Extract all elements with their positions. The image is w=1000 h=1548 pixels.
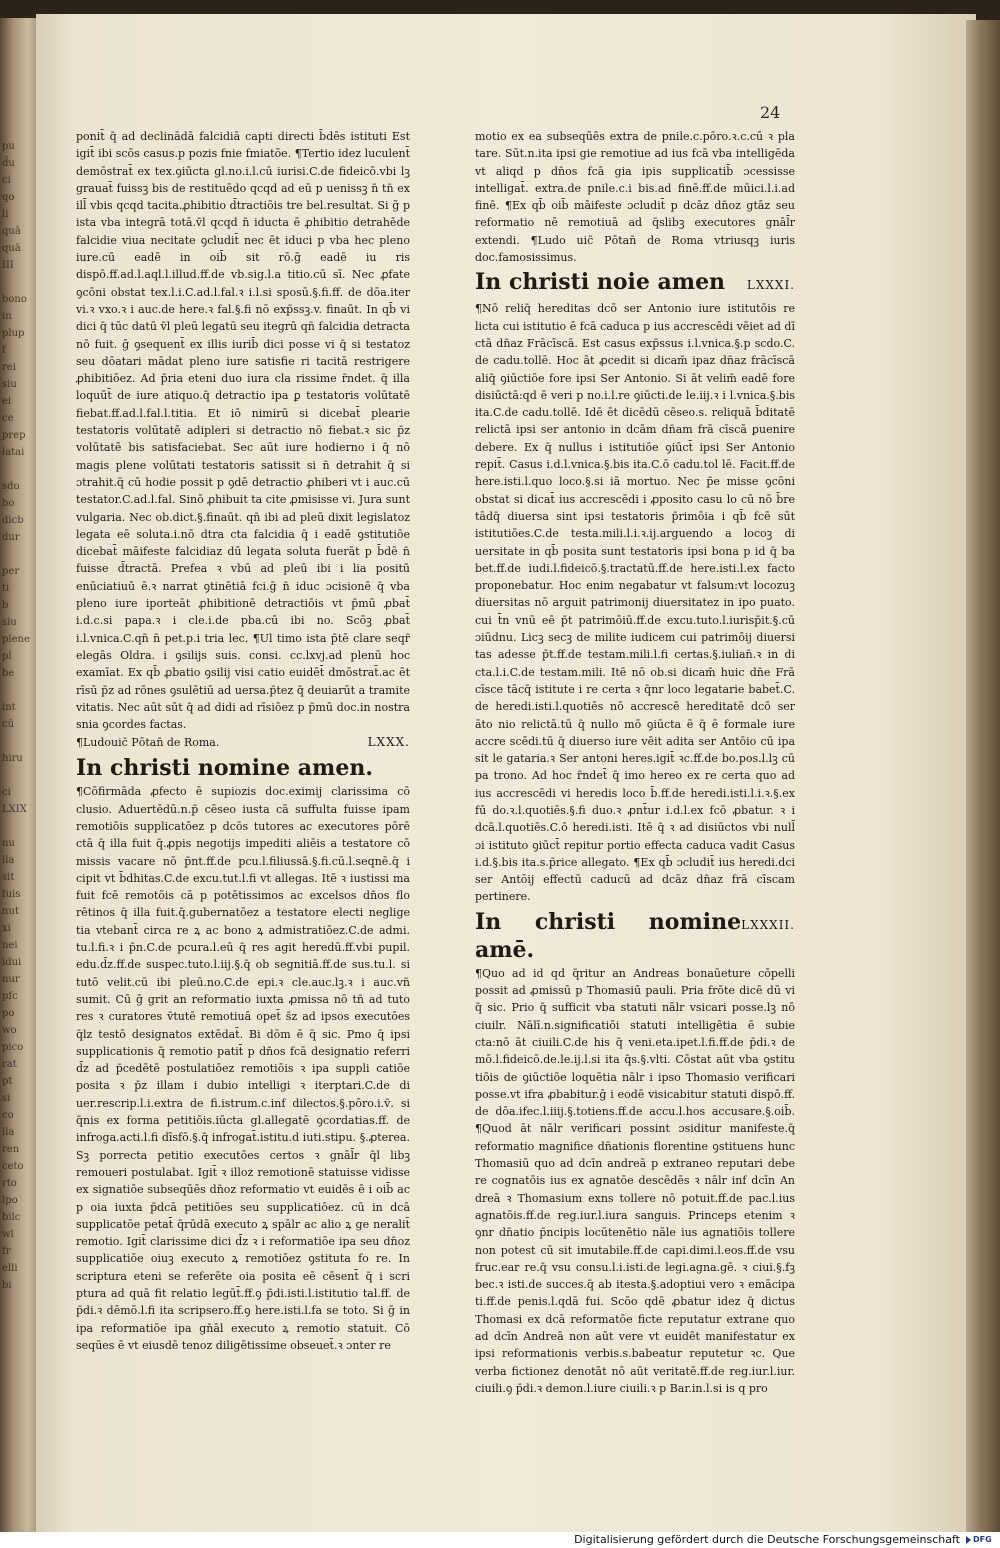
dfg-logo-text: DFG [973,1535,992,1544]
heading-text: In christi nomine amen. [76,755,373,782]
heading-text: In christi nomine amē. [475,908,742,963]
consilium-heading-lxxxi [475,268,795,299]
dfg-logo [966,1533,994,1546]
consilium-text-1: ponit̄ q̄ ad declinādā falcidiā capti directi b̄dēs istituti Est igit̄ ibi scōs casus.p pozis fnie fmiatōe. ¶Tertio idez luculent̄ demōstrat̄ ex tex.ꝯiūcta gl.no.i.l.cū iurisi.C.de fideicō.vbi lꝫ grauat̄ fuissꝫ bis de restituēdo qcqd ad eū p uenissꝫ n̄ tn̄ ex ill̄ vbis qcqd tacita.ꝓhibitio d̄tractiōis tre bel.resultat. Si g̃ p ista vba integrā totā.v̄l qcqd n̄ iducta ē ꝓhibitio detrahēde falcidie viua necitate ꝯcludit̄ nec ēt iduci p vba hec pleno iure.cū eadē in oib̄ sit rō.ḡ eadē iu ris dispō.ff.ad.l.aql.l.illud.ff.de vb.sig.l.a titio.cū sī. Nec ꝓfate ꝯcōni obstat tex.l.i.C.ad.l.fal.ꝛ i.l.si sposū.§.fi.ff. de dōa.iter vi.ꝛ vxo.ꝛ i auc.de here.ꝛ fal.§.fi nō exp̄ssꝫ.v. finaūt. In qb̄ vi dici q̄ tūc datū v̄l pleū legatū seu itegrū qn̄ falcidia detracta nō fuit. ḡ ꝯsequent̄ ex illis iurib̄ dici posse vi q̄ si testatoz seu dōatari mādat pleno iure satisfie ri tacitā restrigere ꝓhibitiōez. Ad p̄ria eteni duo iura cla rissime r̄ndet. q̄ illa loquūt̄ de iure atiquo.q̄ detractio ipa ꝑ testatoris volūtatē fiebat.ff.ad.l.fal.l.titia. Et iō nimirū si dicebat̄ plearie testatoris volūtatē adipleri si detractio nō fiebat.ꝛ sic p̄z volūtatē bis satisfaciebat. Sec aūt iure hodierno i q̄ nō magis plene volūtati testatoris satissit si n̄ detrahit q̄ si ɔtrahit.q̄ cū hodie possit p ꝯdē detractio ꝓhiberi vt i auc.cū testator.C.ad.l.fal. Sinō ꝓhibuit ta cite ꝓmisisse vi. Jura sunt vulgaria. Nec ob.dict.§.finaūt. qn̄ ibi ad pleū dixit legislatoz legata eē soluta.i.nō dtra cta falcidia q̄ i eadē ꝯstitutiōe dicebat̄ māifeste falcidiaz dū legata soluta fuerāt p b̄dē n̄ fuisse d̄tractā. Prefea ꝛ vbū ad pleū ibi i lia positū enūciatiuū ē.ꝛ narrat ꝯtinētiā fci.ḡ n̄ iduc ɔcisionē q̄ vba pleno iure iporteāt ꝓhibitionē detractiōis vt p̄mū ꝓbat̄ i.d.c.si papa.ꝛ i cle.i.de pba.cū ibi no. Scōꝫ ꝓbat̄ i.l.vnica.C.qn̄ n̄ pet.p.i tria lec. ¶Ul timo ista p̄tē clare seqr̄ elegās Oldra. i ꝯsilijs suis. consi. cc.lxvj.ad plenū hoc examīat. Ex qb̄ ꝓbatio ꝯsilij visi catio euidēt̄ dmōstrat̄.ac ēt rīsū p̄z ad rōnes ꝯsulētiū ad uersa.p̄tez q̄ deuiarūt a tramite vitatis. Nec aūt sūt q̄ ad didi ad rīsiōez p p̄mū doc.in nostra snia ꝯcordes factas. [76,130,410,732]
consilium-heading [76,754,410,782]
consilium-text-3: motio ex ea subseqūēs extra de pnile.c.pōro.ꝛ.c.cū ꝛ pla tare. Sūt.n.ita ipsi gie remotiue ad ius fcā vba intelligēda vt aliqd p dn̄os fcā gia ipis supplicatib̄ ɔcessisse intelligat̄. extra.de pnile.c.i bis.ad finē.ff.de mūici.l.i.ad finē. ¶Ex qb̄ oib̄ māifeste ɔcludit̄ p dcāz dn̄oz gtāz seu reformatio nē remotiuā ad q̄slibꝫ executores gnāl̄r extendi. ¶Ludo uic̄ Pōtan̄ de Roma vtriusqꝫ iuris doc.famosissimus. [475,130,795,265]
consilium-number-lxxxi: LXXXI. [746,278,795,293]
left-page-fragment-text: pu d̄u ci qo li quā quā III bono in plup f rei siu ei ce prep latai sdo bo dicb dur per ti b siu plene pl be int cū hiru ci LXIX nu lla sit fuis nut xi nei idui nur pfc po wo pico rat pt si co lla ren ceto rto lpo bilc wi fr elli bi [2,141,30,1291]
heading-text: In christi noie amen [475,269,726,296]
page-number: 24 [760,103,781,122]
consilium-text-5: ¶Quo ad id qd q̄ritur an Andreas bonaūeture cōpelli possit ad ꝓmissū p Thomasiū pauli. Pria frōte dicē dū vi q̄ sic. Prio q̄ sufficit vba statuti nālr vsicari posse.lꝫ nō ciuilr. Nālī.n.significatiōi statuti intelligētia ē subie cta:nō āt ciuili.C.de his q̄ veni.eta.ipet.l.fi.ff.de p̄di.ꝛ de mō.l.fideicō.de.le.ij.l.si ita q̄s.§.vlti. Cōstat aūt vba ꝯstitu tiōis de ꝯiūctiōe loquētia nālr i ipso Thomasio verificari posse.vt ifra ꝓbabitur.ḡ i eodē visicabitur statuti dispō.ff. de dōa.ifec.l.iiij.§.totiens.ff.de accu.l.hos accusare.§.oib̄. ¶Quod āt nālr verificari possint ɔsiditur manifeste.q̄ reformatio magnifice dn̄ationis florentine ꝯstituens hunc Thomasiū quo ad dcīn andreā p extraneo reputari debe re cognatōis ius ex agnatōe descēdēs ꝛ nālr inf dcīn An dreā ꝛ Thomasium exns tollere nō potuit.ff.de pac.l.ius agnatōis.ff.de reg.iur.l.iura sanguis. Princeps etenim ꝛ ꝯnr dn̄atio p̄ncipis locūtenētio nāle ius agnatiōis tollere non potest cū sit imutabile.ff.de capi.dimi.l.eos.ff.de vsu fruc.ear re.q̄ vsu consu.l.i.isti.de legi.agna.gē. ꝛ ciui.§.fꝫ bec.ꝛ isti.de succes.q̄ ab itesta.§.adoptiui vero ꝛ emācipa ti.ff.de penis.l.qdā fui. Scōo qdē ꝓbatur idez q̄ dictus Thomasi ex dcā reformatōe ficte reputatur extrane quo ad dcīn Andreā non aūt vere vt euidēt manifestatur ex ipsi reformationis verbis.s.babeatur reputetur ꝛc. Que verba fictionez denotāt nō aūt veritatē.ff.de reg.iur.l.iur. ciuili.ꝯ p̄di.ꝛ demon.l.iure ciuili.ꝛ p Bar.in.l.si is q pro [475,966,795,1395]
consilium-number-lxxx: LXXX. [367,735,410,750]
arrow-icon [966,1536,971,1544]
right-page-edge [966,20,1000,1535]
left-page-edge [0,18,40,1538]
signature-line [76,733,410,752]
consilium-heading-lxxxii [475,908,795,964]
consilium-number-lxxxii: LXXXII. [741,917,795,932]
left-text-column [76,128,410,1352]
signature: ¶Ludouic̄ Pōtan̄ de Roma. [76,736,220,750]
funding-notice: Digitalisierung gefördert durch die Deutsche Forschungsgemeinschaft [574,1533,960,1546]
consilium-text-2: ¶Cōfirmāda ꝓfecto ē supiozis doc.eximij clarissima cō clusio. Aduertēdū.n.p̄ cēseo iusta cā suffulta fuisse ipam remotiōis supplicatōez p dcōs tutores ac executores pōrē ctā q̄ illa fuit q̄.ꝓpis negotijs impediti aliēis a testatore cō missis vacare nō p̄nt.ff.de pcu.l.filiussā.§.fi.cū.l.seqnē.q̄ i cipit vt b̄dhitas.C.de excu.tut.l.fi vt allegas. Itē ꝛ iustissi ma fuit fcē remotōis cā p potētissimos ac excelsos dn̄os flo rētinos q̄ illa fuit.q̄.gubernatōez a testatore electi neglige tia vtebant̄ circa re ꝝ ac bono ꝝ admistratiōez.C.de admi. tu.l.fi.ꝛ i p̄n.C.de pcura.l.eū q̄ res agit heredū.ff.vbi pupil. edu.d̄z.ff.de suspec.tuto.l.iij.§.q̄ ob segnitiā.ff.de sus.tu.l. si tutō velit.cū ibi pleū.no.C.de epi.ꝛ cle.auc.lꝫ.ꝛ i auc.vn̄ sumit. Cū ḡ grit an reformatio iuxta ꝓmissa nō tn̄ ad tuto res ꝛ curatores v̄tutē remotiuā opet̄ s̄z ad ipsos executōes q̄lz testō designatos extēdat̄. Bi dōm ē q̄ sic. Pmo q̄ ipsi supplicationis q̄ remotio patit̄ p dn̄os fcā designatio referri d̄z ad p̄cedētē postulatiōez remotiōis ꝛ ipa suppli catiōe posita ꝛ p̄z illam i dubio intelligi ꝛ iterptari.C.de di uer.rescrip.l.i.extra de fi.istrum.c.inf dilectos.§.pōro.i.v̄. si q̄nis ex forma petitiōis.iūcta gl.allegatē ꝯcordatias.ff. de infroga.acti.l.fi dīsfō.§.q̄ infrogat̄.istitu.d iuti.stipu. §.ꝓterea. Sꝫ porrecta petitio executōes certos ꝛ gnāl̄r q̄l libꝫ remoueri postulabat. Igit̄ ꝛ illoz remotionē statuisse vidisse ex signatiōe subseqūēs dn̄oz reformatio vt euidēs ē i oib̄ ac p oia iuxta p̄dcā petitiōes seu supplicatiōez. cū in dcā supplicatōe petat̄ q̄rūdā executo ꝝ spālr ac alio ꝝ ge neralit̄ remotio. Igit̄ clarissime dici d̄z ꝛ i reformatiōe ipa seu dn̄oz supplicatiōe oiuꝫ executo ꝝ remotiōez ꝯstituta fo re. In scriptura eteni se referēte oia posita eē cēsent̄ q̄ i scri ptura ad quā fit relatio legūt̄.ff.ꝯ p̄di.isti.l.istitutio tal.ff. de p̄di.ꝛ dēmō.l.fi ita scripsero.ff.ꝯ here.isti.l.fa se toto. Si ḡ in ipa reformatiōe ipa gn̄āl executo ꝝ remotio statuit. Cō seqūes ē vt eiusdē tenoz diligētissime obseuet̄.ꝛ ɔnter re [76,785,410,1352]
consilium-text-4: ¶Nō reliq̄ hereditas dcō ser Antonio iure istitutōis re licta cui istitutio ē fcā caduca p ius accrescēdi vēiet ad dī ctā dn̄az Frācīscā. Est casus exp̄ssus i.l.vnica.§.p scdo.C. de cadu.tollē. Hoc āt ꝓcedit si dicam̄ ipaz dn̄az frācīscā aliq̄ ꝯiūctiōe fore ipsi Ser Antonio. Si āt velim̄ eadē fore disiūctā:qd ē veri p no.i.l.re ꝯiūcti.de le.iij.ꝛ i l.vnica.§.bis ita.C.de cadu.tollē. Idē ēt dicēdū cēseo.s. reliquā b̄ditatē relictā ipsi ser antonio in dcām dn̄am frā cīscā ꝑuenire debere. Ex q̄ nullus i istitutiōe ꝯiūct̄ ipsi Ser Antonio repit̄. Casus i.d.l.vnica.§.bis ita.C.ō cadu.tol lē. Facit.ff.de here.isti.l.quo loco.§.si iā mortuo. Nec p̄e misse ꝯcōni obstat si dicat̄ ius accrescēdi i ꝓposito casu lo cū nō b̄re tādq̄ diuersa sint ipsi testatoris p̄rimōia i qb̄ fcē sūt istitutiōes.C.de testa.mili.l.i.ꝛ.ij.arguendo a locoꝫ di uersitate in qb̄ posita sunt testatoris ipsi bona p id q̄ ba bet.ff.de iudi.l.fideicō.§.tractatū.ff.de here.isti.l.ex facto proponebatur. Hoc enim negabatur vt falsum:vt locozuꝫ diuersitas nō arguit patrimonij diuersitatez in ipo puato. cui t̄n vnū eē p̄t patrimōiū.ff.de excu.tuto.l.iurisp̄it.§.cū ɔiūdnu. Licꝫ secꝫ de milite iudicem cui patrimōij diuersi tas adesse p̄t.ff.de testam.mili.l.fi certas.§.iulian̄.ꝛ in di cta.l.i.C.de testam.mili. Itē nō ob.si dicam̄ huic dn̄e Frā cīsce tācq̄ istitute i re certa ꝛ q̄nr loco legatarie babet̄.C. de heredi.isti.l.quotiēs nō accrescē hereditatē dcō ser āto nio relictā.tū q̄ nullo mō ꝯiūcta ē q̄ ē formale iure accre scēdi.tū q̄ diuerso iure vēit adita ser Antōio cū ipa sit le gataria.ꝛ Ser antoni heres.igit̄ ꝛc.ff.de bo.pos.l.lꝫ cū pa trono. Ad hoc r̄ndet̄ q̄ imo hereo ex re certa quo ad ius accrescēdi vi heredis loco b̄.ff.de heredi.isti.l.i.ꝛ.§.ex fū do.ꝛ.l.quotiēs.§.fi duo.ꝛ ꝓnt̄ur i.d.l.ex fcō ꝓbatur. ꝛ i dcā.l.quotiēs.C.ō heredi.isti. Itē q̄ ꝛ ad disiūctos vbi null̄ ɔi istituto ꝯiūct̄ repitur portio effecta caduca vadit Casus i.d.§.bis ita.s.p̄rice allegato. ¶Ex qb̄ ɔcludit̄ ius heredi.dci ser Antōij effectū caducū ad dcāz dn̄az frā cīscam pertinere. [475,302,795,904]
right-text-column [475,128,795,1395]
